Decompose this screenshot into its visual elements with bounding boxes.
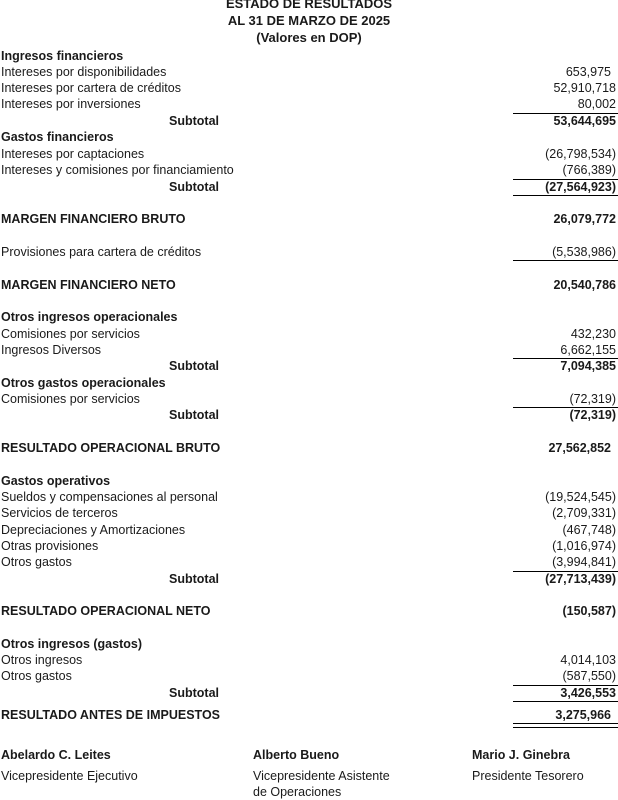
- row-value: 432,230: [570, 327, 616, 341]
- statement-row: [0, 538, 618, 554]
- section-heading-ingresos-financieros: [0, 48, 618, 64]
- subtotal-label: Subtotal: [169, 408, 219, 422]
- signatory-title: Vicepresidente Asistente: [253, 769, 390, 783]
- row-label: Ingresos Diversos: [1, 343, 102, 357]
- subtotal-row: [0, 179, 618, 195]
- row-label: Provisiones para cartera de créditos: [1, 245, 202, 259]
- row-label: Otros ingresos: [1, 653, 83, 667]
- total-label: MARGEN FINANCIERO BRUTO: [1, 212, 186, 226]
- total-value: 26,079,772: [553, 212, 616, 226]
- row-label: Intereses por cartera de créditos: [1, 81, 181, 95]
- statement-row: [0, 64, 618, 80]
- double-underline: [513, 723, 618, 728]
- row-value: (467,748): [562, 523, 616, 537]
- statement-row: [0, 554, 618, 570]
- row-label: Intereses por disponibilidades: [1, 65, 167, 79]
- total-value: 3,275,966: [555, 708, 611, 722]
- total-value: 27,562,852: [548, 441, 611, 455]
- report-currency: (Valores en DOP): [256, 30, 362, 45]
- subtotal-label: Subtotal: [169, 686, 219, 700]
- total-row-resultado-op-bruto: [0, 440, 618, 456]
- section-heading-label: Otros ingresos operacionales: [1, 310, 178, 324]
- statement-row: [0, 80, 618, 96]
- report-title: ESTADO DE RESULTADOS: [225, 0, 393, 11]
- total-label: MARGEN FINANCIERO NETO: [1, 278, 176, 292]
- signatory-title-line2: de Operaciones: [253, 785, 342, 799]
- statement-row: [0, 668, 618, 684]
- row-value: (26,798,534): [545, 147, 616, 161]
- subtotal-row: [0, 571, 618, 587]
- statement-row: [0, 489, 618, 505]
- statement-row: [0, 342, 618, 358]
- row-label: Comisiones por servicios: [1, 327, 140, 341]
- subtotal-value: (27,564,923): [545, 180, 616, 194]
- row-label: Servicios de terceros: [1, 506, 118, 520]
- section-heading-otros-ingresos-op: [0, 309, 618, 325]
- statement-row: [0, 146, 618, 162]
- section-heading-otros-ingresos-gastos: [0, 636, 618, 652]
- subtotal-value: 53,644,695: [553, 114, 616, 128]
- total-rule: [513, 195, 618, 196]
- row-value: (1,016,974): [552, 539, 616, 553]
- row-label: Intereses y comisiones por financiamiento: [1, 163, 234, 177]
- total-rule: [513, 260, 618, 261]
- subtotal-row: [0, 685, 618, 701]
- statement-row: [0, 391, 618, 407]
- statement-row: [0, 326, 618, 342]
- row-value: (72,319): [569, 392, 616, 406]
- row-label: Depreciaciones y Amortizaciones: [1, 523, 186, 537]
- row-label: Sueldos y compensaciones al personal: [1, 490, 218, 504]
- total-rule: [513, 701, 618, 702]
- subtotal-label: Subtotal: [169, 572, 219, 586]
- section-heading-gastos-financieros: [0, 129, 618, 145]
- section-heading-label: Gastos financieros: [1, 130, 114, 144]
- subtotal-row: [0, 358, 618, 374]
- total-row-margen-neto: [0, 277, 618, 293]
- total-label: RESULTADO OPERACIONAL NETO: [1, 604, 211, 618]
- row-value: (587,550): [562, 669, 616, 683]
- section-heading-label: Gastos operativos: [1, 474, 111, 488]
- row-value: 4,014,103: [560, 653, 616, 667]
- section-heading-gastos-operativos: [0, 473, 618, 489]
- row-label: Intereses por captaciones: [1, 147, 145, 161]
- subtotal-value: 3,426,553: [560, 686, 616, 700]
- row-value: (2,709,331): [552, 506, 616, 520]
- signatory-title: Vicepresidente Ejecutivo: [1, 769, 138, 783]
- total-row-resultado-op-neto: [0, 603, 618, 619]
- subtotal-label: Subtotal: [169, 180, 219, 194]
- total-row-resultado-antes-impuestos: [0, 707, 618, 723]
- statement-row: [0, 505, 618, 521]
- signatory-name: Mario J. Ginebra: [472, 748, 570, 762]
- row-value: (3,994,841): [552, 555, 616, 569]
- section-heading-otros-gastos-op: [0, 375, 618, 391]
- section-heading-label: Otros gastos operacionales: [1, 376, 166, 390]
- row-label: Comisiones por servicios: [1, 392, 140, 406]
- subtotal-label: Subtotal: [169, 359, 219, 373]
- statement-row: [0, 96, 618, 112]
- statement-row: [0, 162, 618, 178]
- statement-row: [0, 652, 618, 668]
- total-label: RESULTADO ANTES DE IMPUESTOS: [1, 708, 221, 722]
- total-value: (150,587): [562, 604, 616, 618]
- signatory-title: Presidente Tesorero: [472, 769, 584, 783]
- total-label: RESULTADO OPERACIONAL BRUTO: [1, 441, 221, 455]
- subtotal-value: 7,094,385: [560, 359, 616, 373]
- statement-row: [0, 244, 618, 260]
- subtotal-label: Subtotal: [169, 114, 219, 128]
- row-value: (19,524,545): [545, 490, 616, 504]
- row-value: 653,975: [565, 65, 611, 79]
- row-value: 80,002: [577, 97, 616, 111]
- row-value: 52,910,718: [553, 81, 616, 95]
- section-heading-label: Otros ingresos (gastos): [1, 637, 142, 651]
- total-value: 20,540,786: [553, 278, 616, 292]
- subtotal-value: (72,319): [569, 408, 616, 422]
- subtotal-row: [0, 113, 618, 129]
- subtotal-row: [0, 407, 618, 423]
- row-value: (766,389): [562, 163, 616, 177]
- signatory-name: Alberto Bueno: [253, 748, 340, 762]
- report-date: AL 31 DE MARZO DE 2025: [227, 13, 391, 28]
- row-label: Otros gastos: [1, 669, 72, 683]
- row-label: Otras provisiones: [1, 539, 99, 553]
- signatory-name: Abelardo C. Leites: [1, 748, 111, 762]
- statement-row: [0, 522, 618, 538]
- section-heading-label: Ingresos financieros: [1, 49, 124, 63]
- row-label: Otros gastos: [1, 555, 72, 569]
- row-value: (5,538,986): [552, 245, 616, 259]
- subtotal-value: (27,713,439): [545, 572, 616, 586]
- row-label: Intereses por inversiones: [1, 97, 141, 111]
- total-row-margen-bruto: [0, 211, 618, 227]
- row-value: 6,662,155: [560, 343, 616, 357]
